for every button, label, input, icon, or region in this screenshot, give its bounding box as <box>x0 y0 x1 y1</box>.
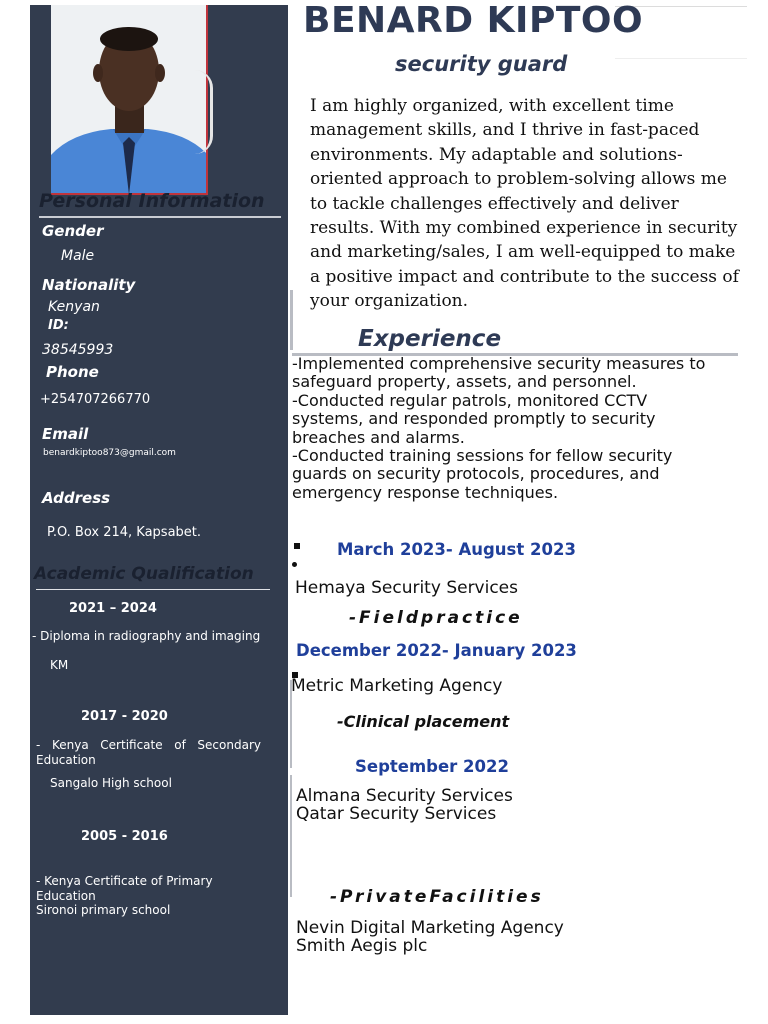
experience-heading: Experience <box>358 326 502 352</box>
decorative-line <box>615 58 747 59</box>
phone-label: Phone <box>46 363 99 381</box>
gender-value: Male <box>61 248 95 264</box>
divider <box>39 216 281 218</box>
phone-value: +254707266770 <box>40 392 151 407</box>
edu-title: - Kenya Certificate of Secondary Education <box>36 738 261 767</box>
edu-years: 2005 - 2016 <box>81 829 168 844</box>
timeline-line <box>290 290 293 350</box>
nationality-value: Kenyan <box>48 299 100 315</box>
job-company: Almana Security Services <box>296 786 513 806</box>
photo-decoration <box>195 70 213 154</box>
timeline-dot <box>292 562 297 567</box>
job-dates: September 2022 <box>355 757 509 776</box>
job-company: Qatar Security Services <box>296 804 497 824</box>
job-company: Smith Aegis plc <box>296 936 428 956</box>
address-label: Address <box>42 489 111 507</box>
personal-info-heading: Personal Information <box>39 190 265 212</box>
address-value: P.O. Box 214, Kapsabet. <box>47 525 202 540</box>
job-tag: -Fieldpractice <box>349 608 523 628</box>
edu-years: 2017 - 2020 <box>81 709 168 724</box>
job-tag: -PrivateFacilities <box>330 887 544 907</box>
job-dates: December 2022- January 2023 <box>296 641 577 660</box>
duties-list <box>292 355 722 502</box>
gender-label: Gender <box>42 222 104 240</box>
job-title: security guard <box>395 52 568 76</box>
timeline-line <box>290 775 292 897</box>
edu-title: - Diploma in radiography and imaging <box>32 629 261 643</box>
academic-heading: Academic Qualification <box>34 564 254 584</box>
duty-item: -Conducted training sessions for fellow security guards on security protocols, procedures, and emergency response techniques. <box>292 446 673 502</box>
job-company: Nevin Digital Marketing Agency <box>296 918 564 938</box>
email-value: benardkiptoo873@gmail.com <box>43 448 176 458</box>
email-label: Email <box>42 425 89 443</box>
edu-institution: Sironoi primary school <box>36 903 171 917</box>
job-company: Hemaya Security Services <box>295 578 519 598</box>
id-label: ID: <box>48 318 69 333</box>
divider <box>36 589 270 590</box>
edu-institution: Sangalo High school <box>50 776 172 790</box>
duty-item: -Conducted regular patrols, monitored CCTV systems, and responded promptly to security breaches and alarms. <box>292 390 656 447</box>
edu-years: 2021 – 2024 <box>69 601 157 616</box>
job-dates: March 2023- August 2023 <box>337 540 576 559</box>
timeline-marker <box>294 543 300 549</box>
id-value: 38545993 <box>42 342 114 358</box>
edu-institution: KM <box>50 658 69 672</box>
nationality-label: Nationality <box>42 276 136 294</box>
job-tag: -Clinical placement <box>337 712 510 731</box>
edu-title: - Kenya Certificate of Primary Education <box>36 874 213 903</box>
job-company: Metric Marketing Agency <box>291 676 503 696</box>
profile-photo <box>51 5 208 195</box>
profile-summary: I am highly organized, with excellent time management skills, and I thrive in fast-paced environments. My adaptable and solutions-oriented approach to problem-solving allows me to tackle challenges effectively and deliver results. With my combined experience in security and marketing/sales, I am well-equipped to make a positive impact and contribute to the success of your organization. <box>310 96 739 312</box>
candidate-name: BENARD KIPTOO <box>303 0 644 41</box>
duty-item: -Implemented comprehensive security measures to safeguard property, assets, and personnel. <box>292 354 706 392</box>
